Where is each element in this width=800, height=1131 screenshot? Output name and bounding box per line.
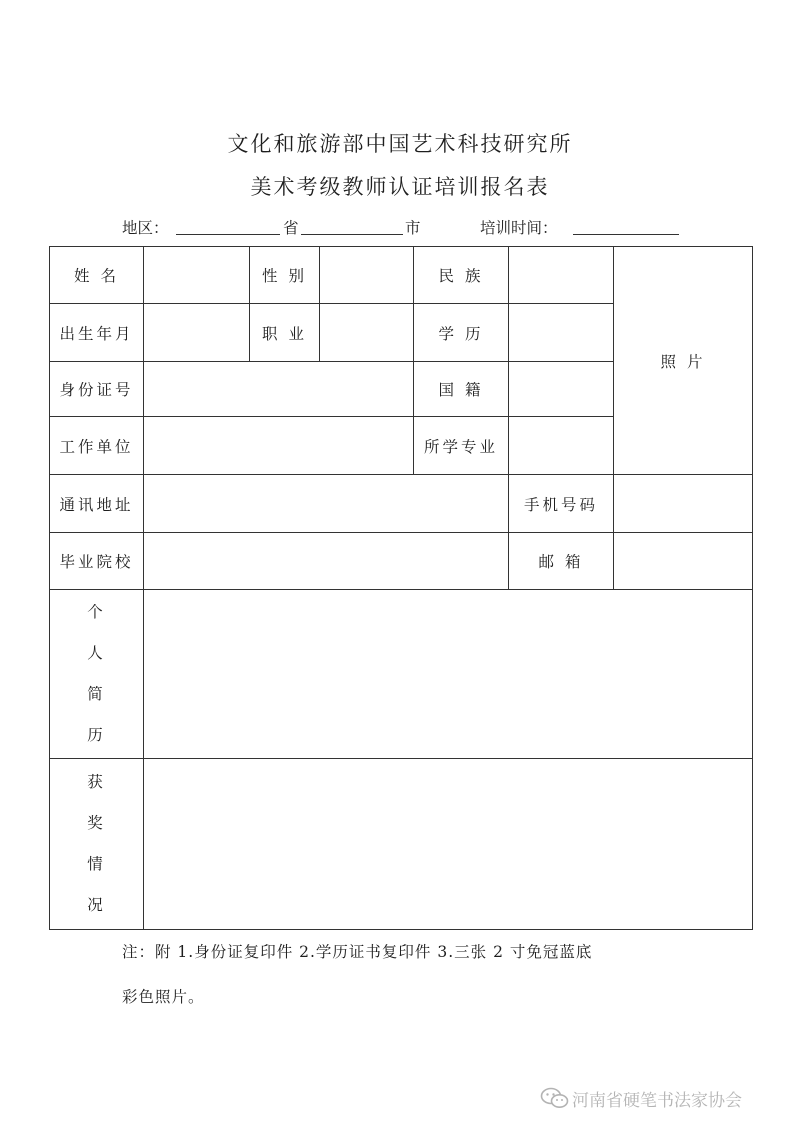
- nationality-field[interactable]: [509, 362, 614, 417]
- awards-char: 情: [87, 855, 106, 873]
- training-time-blank[interactable]: [573, 234, 679, 235]
- photo-cell[interactable]: [614, 247, 753, 475]
- workplace-field[interactable]: [144, 417, 414, 475]
- school-field[interactable]: [144, 533, 509, 590]
- education-field[interactable]: [509, 304, 614, 362]
- ethnicity-field[interactable]: [509, 247, 614, 304]
- awards-field[interactable]: [144, 759, 753, 930]
- city-blank[interactable]: [301, 234, 403, 235]
- email-label: 邮 箱: [509, 533, 614, 590]
- email-field[interactable]: [614, 533, 753, 590]
- photo-label: 照 片: [660, 352, 706, 371]
- workplace-label: 工作单位: [50, 417, 144, 475]
- school-label: 毕业院校: [50, 533, 144, 590]
- address-label: 通讯地址: [50, 475, 144, 533]
- birth-label: 出生年月: [50, 304, 144, 362]
- note-line1: 注：附 1.身份证复印件 2.学历证书复印件 3.三张 2 寸免冠蓝底: [122, 943, 593, 961]
- awards-label: [50, 759, 144, 930]
- resume-char: 简: [87, 685, 106, 703]
- birth-field[interactable]: [144, 304, 250, 362]
- registration-table: [49, 246, 753, 930]
- awards-char: 况: [87, 896, 106, 914]
- ethnicity-label: 民 族: [414, 247, 509, 304]
- form-title-line1: 文化和旅游部中国艺术科技研究所: [227, 132, 573, 156]
- mobile-label: 手机号码: [509, 475, 614, 533]
- address-field[interactable]: [144, 475, 509, 533]
- major-label: 所学专业: [414, 417, 509, 475]
- occupation-label: 职 业: [250, 304, 320, 362]
- id-number-field[interactable]: [144, 362, 414, 417]
- note-line2: 彩色照片。: [122, 988, 205, 1006]
- mobile-field[interactable]: [614, 475, 753, 533]
- awards-char: 获: [87, 773, 106, 791]
- resume-char: 个: [87, 603, 106, 621]
- resume-char: 人: [87, 644, 106, 662]
- awards-char: 奖: [87, 814, 106, 832]
- gender-field[interactable]: [320, 247, 414, 304]
- form-title-line2: 美术考级教师认证培训报名表: [250, 175, 550, 199]
- name-label: 姓 名: [50, 247, 144, 304]
- nationality-label: 国 籍: [414, 362, 509, 417]
- resume-field[interactable]: [144, 590, 753, 759]
- occupation-field[interactable]: [320, 304, 414, 362]
- gender-label: 性 别: [250, 247, 320, 304]
- province-blank[interactable]: [176, 234, 280, 235]
- region-label: 地区：: [122, 219, 169, 237]
- wechat-icon: [540, 1087, 570, 1109]
- region-row: [0, 212, 800, 240]
- resume-char: 历: [87, 726, 106, 744]
- major-field[interactable]: [509, 417, 614, 475]
- watermark-text: 河南省硬笔书法家协会: [572, 1091, 742, 1111]
- resume-label: [50, 590, 144, 759]
- name-field[interactable]: [144, 247, 250, 304]
- training-time-label: 培训时间：: [480, 219, 558, 237]
- education-label: 学 历: [414, 304, 509, 362]
- city-label: 市: [405, 219, 421, 237]
- province-label: 省: [283, 219, 299, 237]
- id-number-label: 身份证号: [50, 362, 144, 417]
